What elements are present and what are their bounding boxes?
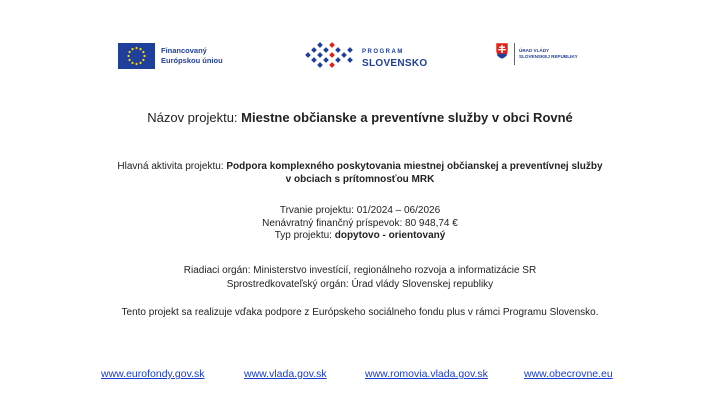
managing-body: Riadiaci orgán: Ministerstvo investícií, regionálneho rozvoja a informatizácie SR bbox=[183, 265, 537, 276]
main-activity-value-line2: v obciach s prítomnosťou MRK bbox=[285, 174, 435, 185]
project-title-label: Názov projektu: bbox=[147, 110, 238, 125]
eu-flag-icon bbox=[118, 43, 155, 69]
program-slovensko-line1: PROGRAM bbox=[362, 48, 404, 55]
government-office-text bbox=[519, 48, 578, 60]
program-slovensko-text bbox=[362, 47, 428, 69]
logo-divider bbox=[514, 43, 515, 65]
main-activity bbox=[0, 160, 720, 186]
program-slovensko-icon bbox=[304, 42, 356, 73]
program-slovensko-line2: SLOVENSKO bbox=[362, 57, 428, 69]
project-type-label: Typ projektu: bbox=[274, 230, 332, 241]
project-grant: Nenávratný finančný príspevok: 80 948,74 € bbox=[262, 217, 458, 229]
slovak-coat-of-arms-icon bbox=[495, 42, 509, 65]
project-duration: Trvanie projektu: 01/2024 – 06/2026 bbox=[279, 205, 441, 216]
project-type bbox=[0, 230, 720, 243]
program-slovensko-logo bbox=[304, 42, 428, 73]
project-details bbox=[0, 205, 720, 243]
link-vlada[interactable]: www.vlada.gov.sk bbox=[244, 368, 327, 380]
main-activity-label: Hlavná aktivita projektu: bbox=[117, 161, 224, 172]
link-romovia[interactable]: www.romovia.vlada.gov.sk bbox=[365, 368, 488, 380]
funding-note: Tento projekt sa realizuje vďaka podpore z Európskeho sociálneho fondu plus v rámci Programu Slovensko. bbox=[121, 307, 599, 318]
project-type-value: dopytovo - orientovaný bbox=[334, 230, 446, 241]
governing-bodies bbox=[0, 264, 720, 292]
government-office-line1: ÚRAD VLÁDY bbox=[519, 47, 550, 53]
government-office-logo bbox=[495, 42, 578, 65]
link-eurofondy[interactable]: www.eurofondy.gov.sk bbox=[101, 368, 205, 380]
link-obecrovne[interactable]: www.obecrovne.eu bbox=[524, 368, 613, 380]
logo-bar bbox=[0, 38, 720, 78]
eu-logo-line1: Financovaný bbox=[161, 46, 207, 55]
project-title bbox=[0, 110, 720, 125]
eu-logo-line2: Európskou úniou bbox=[161, 56, 223, 65]
intermediate-body: Sprostredkovateľský orgán: Úrad vlády Slovenskej republiky bbox=[226, 279, 494, 290]
eu-logo-text bbox=[161, 46, 223, 66]
eu-logo bbox=[118, 43, 223, 69]
project-title-value: Miestne občianske a preventívne služby v obci Rovné bbox=[241, 110, 573, 125]
main-activity-value-line1: Podpora komplexného poskytovania miestnej občianskej a preventívnej služby bbox=[226, 161, 603, 172]
government-office-line2: SLOVENSKEJ REPUBLIKY bbox=[519, 53, 578, 59]
